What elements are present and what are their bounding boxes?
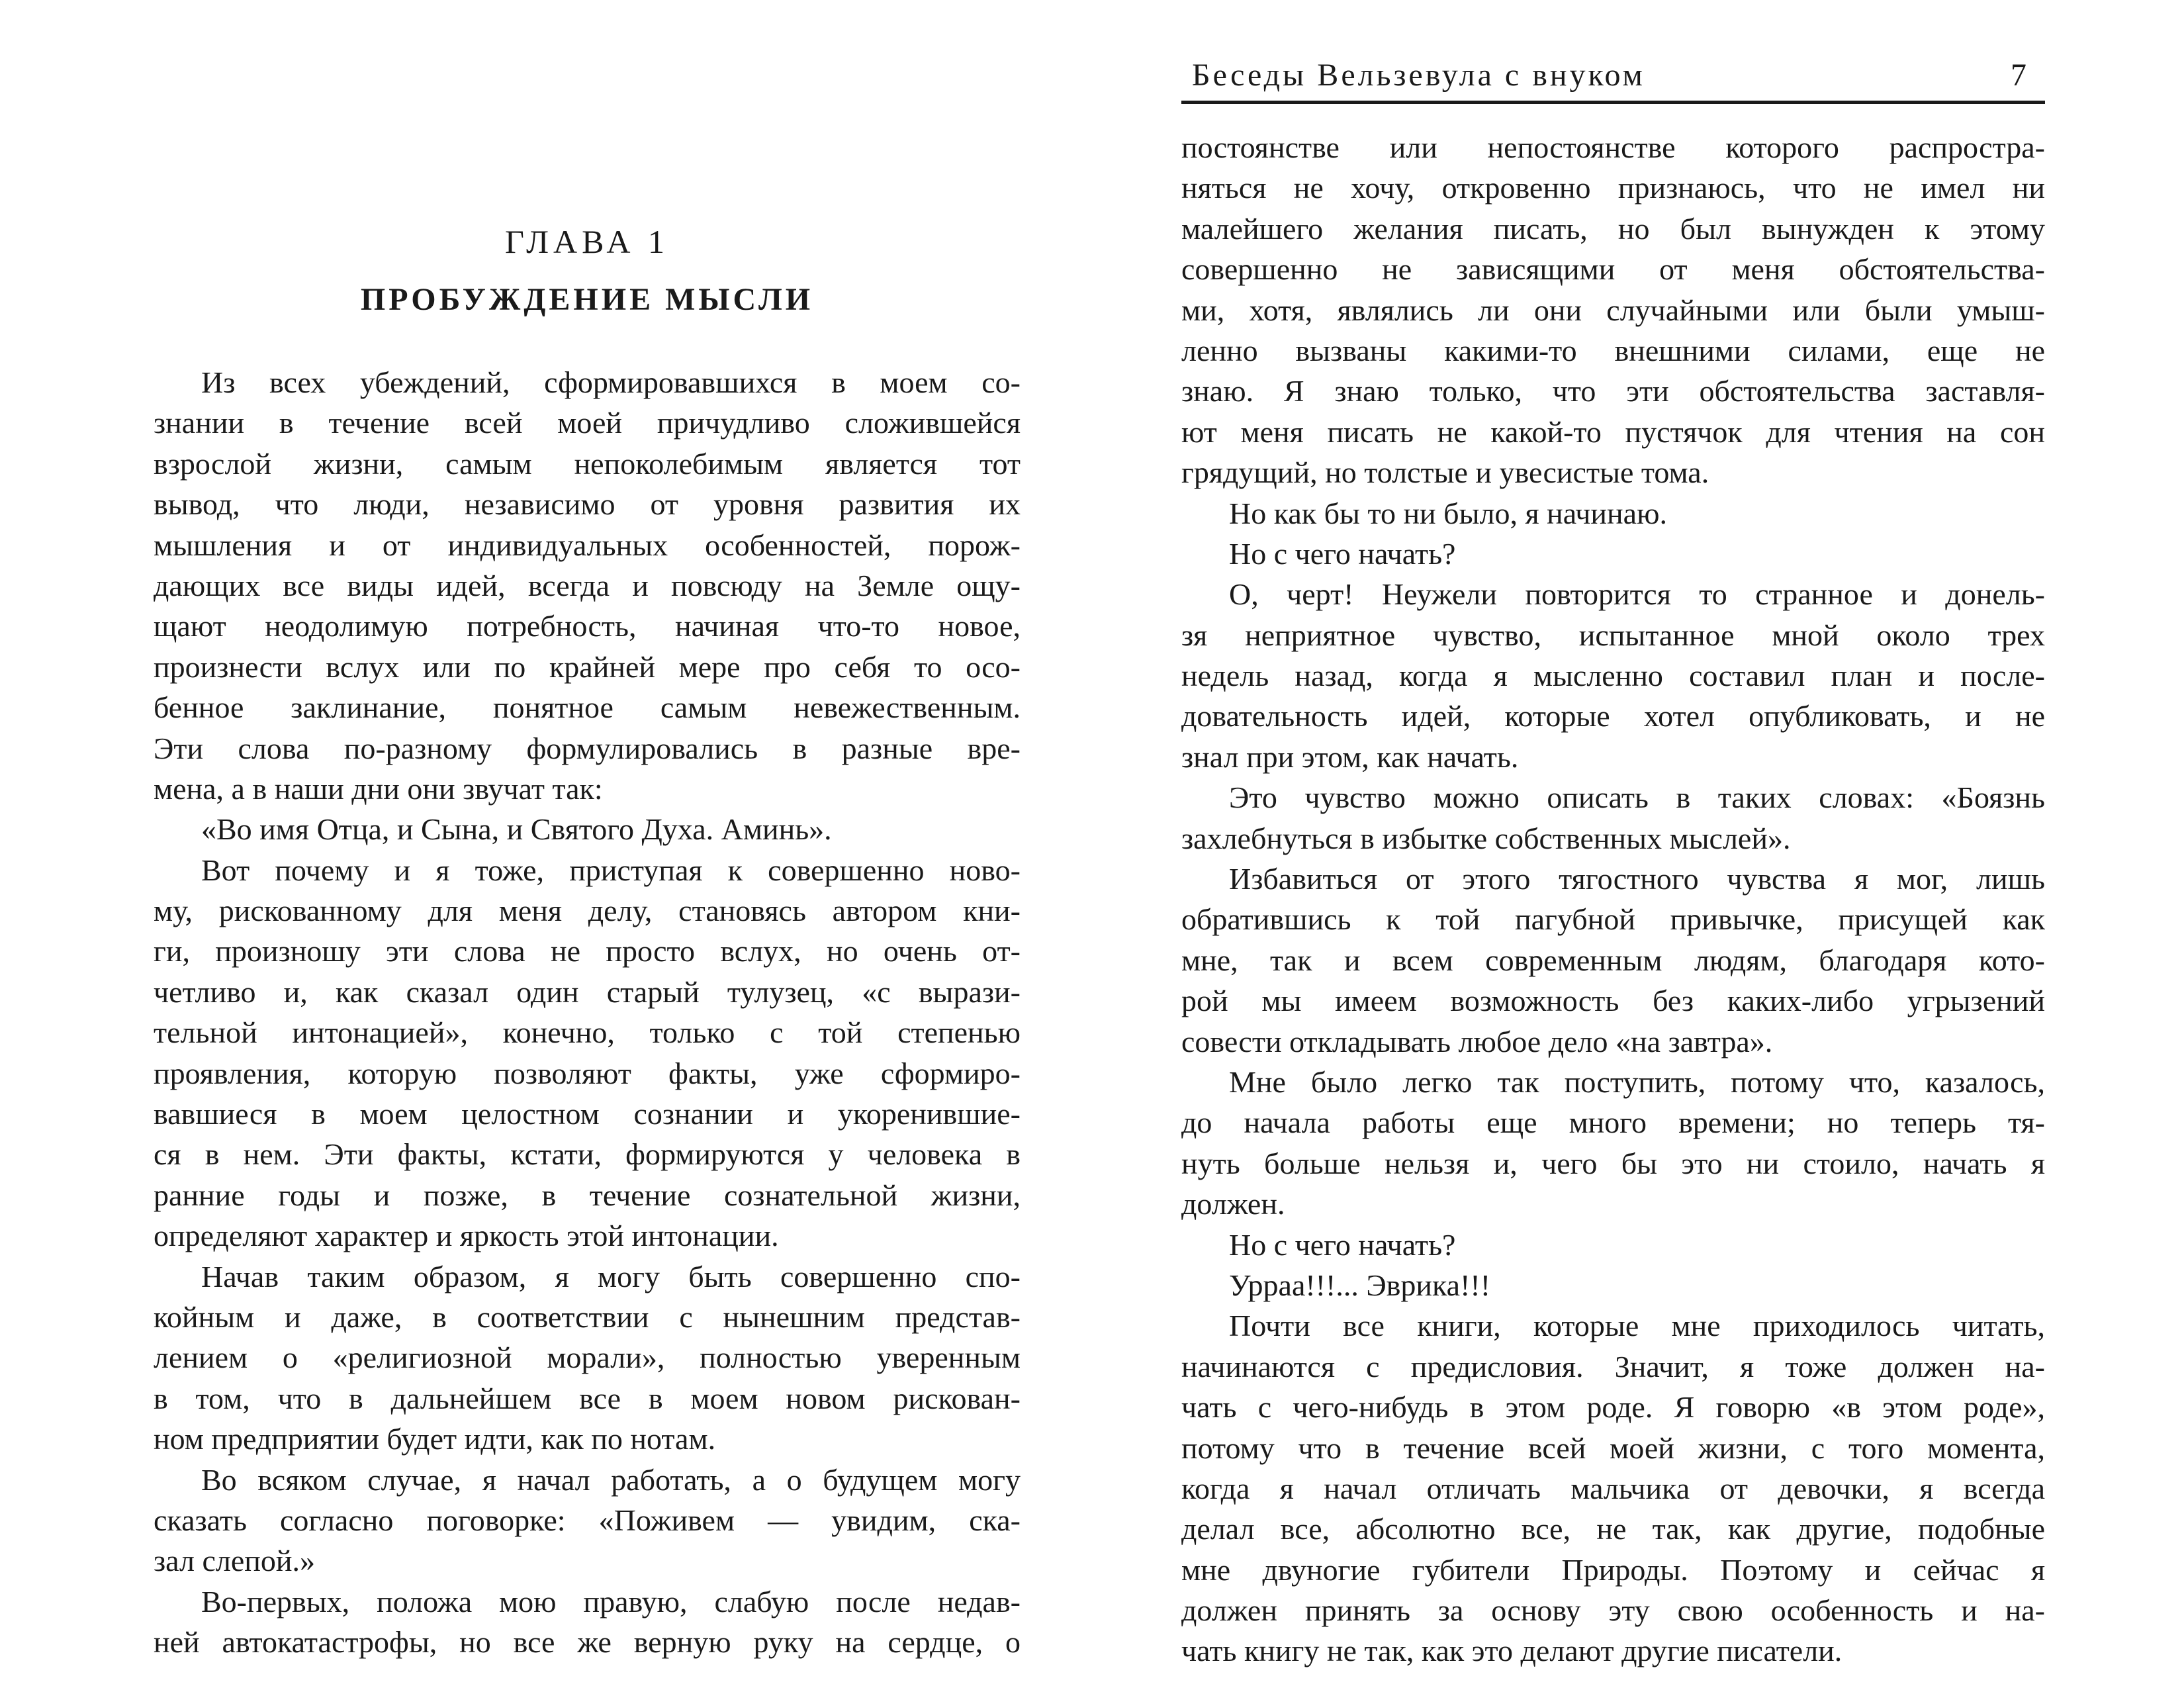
text-line: довательность идей, которые хотел опубликовать, и не [1181, 699, 2045, 733]
running-head-title: Беседы Вельзевула с внуком [1192, 58, 1645, 93]
text-line: лением о «религиозной морали», полностью уверенным [154, 1340, 1021, 1375]
text-line: Во всяком случае, я начал работать, а о будущем могу [201, 1462, 1021, 1497]
text-line: знании в течение всей моей причудливо сложившейся [154, 406, 1021, 440]
text-line: няться не хочу, откровенно признаюсь, что не имел ни [1181, 171, 2045, 205]
text-line: мена, а в наши дни они звучат так: [154, 771, 603, 806]
text-line: ют меня писать не какой-то пустячок для чтения на сон [1181, 414, 2045, 449]
text-line: Это чувство можно описать в таких словах: «Боязнь [1229, 780, 2045, 815]
text-line: произнести вслух или по крайней мере про себя то осо- [154, 649, 1021, 684]
text-line: захлебнуться в избытке собственных мыслей». [1181, 821, 1791, 855]
text-line: обратившись к той пагубной привычке, присущей как [1181, 902, 2045, 937]
text-line: совести откладывать любое дело «на завтра». [1181, 1024, 1773, 1058]
text-line: должен принять за основу эту свою особенность и на- [1181, 1593, 2045, 1628]
text-line: ги, произношу эти слова не просто вслух, но очень от- [154, 934, 1021, 968]
text-line: Из всех убеждений, сформировавшихся в моем со- [201, 365, 1021, 399]
text-line: определяют характер и яркость этой интонации. [154, 1219, 779, 1253]
text-line: в том, что в дальнейшем все в моем новом рискован- [154, 1381, 1021, 1415]
text-line: потому что в течение всей моей жизни, с того момента, [1181, 1430, 2045, 1465]
text-line: «Во имя Отца, и Сына, и Святого Духа. Аминь». [201, 812, 832, 847]
text-line: должен. [1181, 1187, 1285, 1221]
text-line: проявления, которую позволяют факты, уже сформиро- [154, 1056, 1021, 1090]
text-line: чать с чего-нибудь в этом роде. Я говорю «в этом роде», [1181, 1390, 2045, 1425]
text-line: койным и даже, в соответствии с нынешним представ- [154, 1299, 1021, 1334]
text-line: постоянстве или непостоянстве которого распростра- [1181, 130, 2045, 164]
text-line: до начала работы еще много времени; но теперь тя- [1181, 1105, 2045, 1140]
text-line: тельной интонацией», конечно, только с той степенью [154, 1015, 1021, 1050]
text-line: грядущий, но толстые и увесистые тома. [1181, 455, 1709, 490]
page-number: 7 [2011, 58, 2026, 93]
text-line: зал слепой.» [154, 1544, 315, 1578]
text-line: нуть больше нельзя и, чего бы это ни стоило, начать я [1181, 1146, 2045, 1180]
text-line: щают неодолимую потребность, начиная что-то новое, [154, 609, 1021, 643]
text-line: му, рискованному для меня делу, становясь автором кни- [154, 894, 1021, 928]
text-line: ся в нем. Эти факты, кстати, формируются у человека в [154, 1137, 1021, 1172]
text-line: бенное заклинание, понятное самым невежественным. [154, 690, 1021, 725]
right-page [1181, 0, 2045, 1688]
text-line: когда я начал отличать мальчика от девочки, я всегда [1181, 1471, 2045, 1505]
text-line: недель назад, когда я мысленно составил план и после- [1181, 659, 2045, 693]
text-line: Урраа!!!... Эврика!!! [1229, 1268, 1491, 1302]
text-line: рой мы имеем возможность без каких-либо угрызений [1181, 984, 2045, 1018]
text-line: четливо и, как сказал один старый тулузец, «с вырази- [154, 974, 1021, 1009]
text-line: дающих все виды идей, всегда и повсюду на Земле ощу- [154, 568, 1021, 602]
text-line: Но с чего начать? [1229, 1227, 1456, 1262]
text-line: Эти слова по-разному формулировались в разные вре- [154, 731, 1021, 765]
text-line: мне двуногие губители Природы. Поэтому и сейчас я [1181, 1552, 2045, 1587]
text-line: О, черт! Неужели повторится то странное и донель- [1229, 577, 2045, 612]
text-line: знаю. Я знаю только, что эти обстоятельства заставля- [1181, 374, 2045, 408]
text-line: вавшиеся в моем целостном сознании и укоренившие- [154, 1097, 1021, 1131]
text-line: начинаются с предисловия. Значит, я тоже должен на- [1181, 1349, 2045, 1383]
text-line: Вот почему и я тоже, приступая к совершенно ново- [201, 853, 1021, 887]
text-line: Начав таким образом, я могу быть совершенно спо- [201, 1259, 1021, 1293]
chapter-title: ПРОБУЖДЕНИЕ МЫСЛИ [360, 282, 814, 317]
text-line: делал все, абсолютно все, не так, как другие, подобные [1181, 1512, 2045, 1546]
text-line: ней автокатастрофы, но все же верную руку на сердце, о [154, 1625, 1021, 1660]
left-page [154, 0, 1021, 1688]
text-line: ленно вызваны какими-то внешними силами, еще не [1181, 333, 2045, 367]
text-line: мне, так и всем современным людям, благодаря кото- [1181, 943, 2045, 977]
text-line: Избавиться от этого тягостного чувства я мог, лишь [1229, 862, 2045, 896]
text-line: чать книгу не так, как это делают другие писатели. [1181, 1634, 1843, 1668]
text-line: ранние годы и позже, в течение сознательной жизни, [154, 1178, 1021, 1212]
chapter-label: ГЛАВА 1 [505, 223, 669, 260]
text-line: зя неприятное чувство, испытанное мной около трех [1181, 618, 2045, 652]
text-line: знал при этом, как начать. [1181, 739, 1519, 774]
text-line: малейшего желания писать, но был вынужден к этому [1181, 211, 2045, 246]
text-line: Во-первых, положа мою правую, слабую после недав- [201, 1584, 1021, 1618]
text-line: ми, хотя, являлись ли они случайными или были умыш- [1181, 293, 2045, 327]
text-line: Но как бы то ни было, я начинаю. [1229, 496, 1667, 530]
text-line: взрослой жизни, самым непоколебимым является тот [154, 446, 1021, 481]
text-line: совершенно не зависящими от меня обстоятельства- [1181, 252, 2045, 287]
left-page-text [154, 362, 1021, 1663]
text-line: Но с чего начать? [1229, 536, 1456, 571]
text-line: мышления и от индивидуальных особенностей, порож- [154, 528, 1021, 562]
text-line: вывод, что люди, независимо от уровня развития их [154, 487, 1021, 522]
text-line: сказать согласно поговорке: «Поживем — увидим, ска- [154, 1503, 1021, 1537]
right-page-text [1181, 127, 2045, 1671]
running-head [1181, 52, 2045, 104]
text-line: ном предприятии будет идти, как по нотам. [154, 1422, 716, 1456]
text-line: Мне было легко так поступить, потому что, казалось, [1229, 1064, 2045, 1099]
text-line: Почти все книги, которые мне приходилось читать, [1229, 1309, 2045, 1343]
